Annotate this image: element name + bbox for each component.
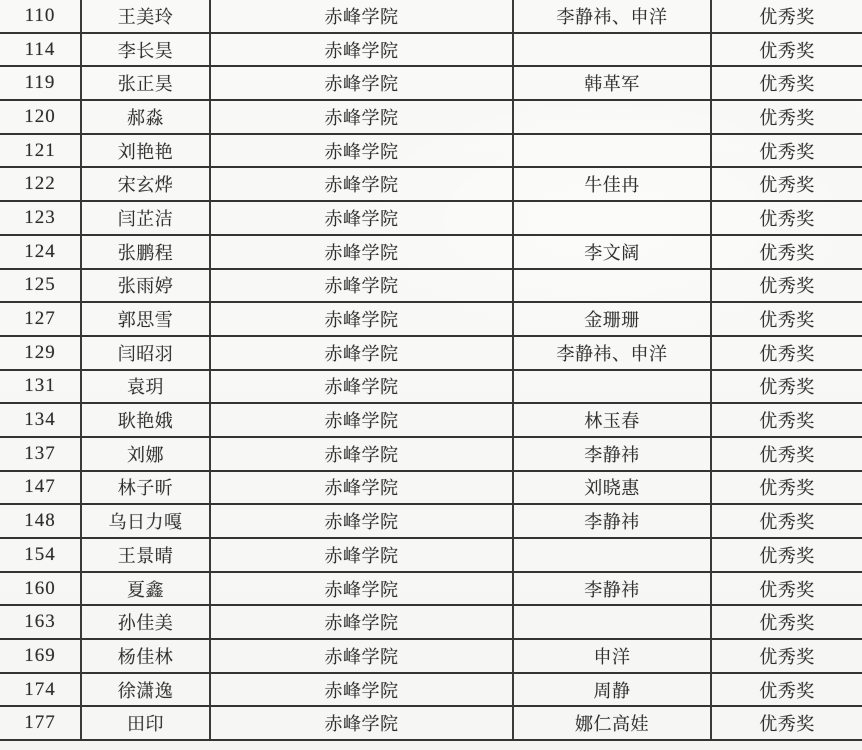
award-cell: 优秀奖 (759, 680, 815, 701)
table-row (0, 606, 862, 640)
award-cell: 优秀奖 (759, 579, 815, 600)
serial-number-cell: 129 (0, 337, 82, 369)
award-cell: 优秀奖 (759, 512, 815, 533)
school-cell: 赤峰学院 (211, 0, 514, 32)
serial-number-cell: 134 (0, 404, 82, 436)
school-cell: 赤峰学院 (211, 640, 514, 672)
table-row (0, 472, 862, 506)
serial-number-cell: 121 (0, 135, 82, 167)
advisor-cell: 金珊珊 (514, 303, 712, 335)
serial-number-cell: 110 (0, 0, 82, 32)
student-name-cell: 孙佳美 (82, 606, 211, 638)
serial-number-cell: 131 (0, 371, 82, 403)
school-cell: 赤峰学院 (211, 472, 514, 504)
school-cell: 赤峰学院 (211, 202, 514, 234)
student-name-cell: 刘艳艳 (82, 135, 211, 167)
school-cell: 赤峰学院 (211, 236, 514, 268)
school-cell: 赤峰学院 (211, 34, 514, 66)
award-cell: 优秀奖 (759, 411, 815, 432)
advisor-cell (514, 371, 712, 403)
table-row (0, 101, 862, 135)
school-cell: 赤峰学院 (211, 101, 514, 133)
student-name-cell: 夏鑫 (82, 573, 211, 605)
student-name-cell: 郝淼 (82, 101, 211, 133)
advisor-cell: 李静祎、申洋 (514, 337, 712, 369)
advisor-cell (514, 135, 712, 167)
student-name-cell: 闫昭羽 (82, 337, 211, 369)
serial-number-cell: 148 (0, 505, 82, 537)
student-name-cell: 李长昊 (82, 34, 211, 66)
bottom-margin (0, 741, 862, 750)
school-cell: 赤峰学院 (211, 438, 514, 470)
table-row (0, 202, 862, 236)
serial-number-cell: 160 (0, 573, 82, 605)
advisor-cell: 李静祎 (514, 438, 712, 470)
table-row (0, 505, 862, 539)
table-row (0, 168, 862, 202)
student-name-cell: 田印 (82, 707, 211, 739)
award-cell: 优秀奖 (759, 714, 815, 735)
award-cell: 优秀奖 (759, 613, 815, 634)
school-cell: 赤峰学院 (211, 135, 514, 167)
advisor-cell: 李文阔 (514, 236, 712, 268)
award-cell: 优秀奖 (759, 646, 815, 667)
student-name-cell: 徐潇逸 (82, 674, 211, 706)
serial-number-cell: 114 (0, 34, 82, 66)
table-row (0, 404, 862, 438)
school-cell: 赤峰学院 (211, 371, 514, 403)
serial-number-cell: 127 (0, 303, 82, 335)
school-cell: 赤峰学院 (211, 168, 514, 200)
table-row (0, 438, 862, 472)
table-row (0, 674, 862, 708)
student-name-cell: 郭思雪 (82, 303, 211, 335)
serial-number-cell: 124 (0, 236, 82, 268)
advisor-cell: 刘晓惠 (514, 472, 712, 504)
table-row (0, 67, 862, 101)
school-cell: 赤峰学院 (211, 337, 514, 369)
advisor-cell (514, 539, 712, 571)
student-name-cell: 宋玄烨 (82, 168, 211, 200)
advisor-cell: 李静祎、申洋 (514, 0, 712, 32)
advisor-cell (514, 202, 712, 234)
award-cell: 优秀奖 (759, 107, 815, 128)
serial-number-cell: 123 (0, 202, 82, 234)
student-name-cell: 林子昕 (82, 472, 211, 504)
table-row (0, 337, 862, 371)
award-cell: 优秀奖 (759, 74, 815, 95)
student-name-cell: 张鹏程 (82, 236, 211, 268)
advisor-cell: 韩革军 (514, 67, 712, 99)
advisor-cell: 娜仁高娃 (514, 707, 712, 739)
student-name-cell: 耿艳娥 (82, 404, 211, 436)
table-row (0, 640, 862, 674)
award-cell: 优秀奖 (759, 343, 815, 364)
advisor-cell: 李静祎 (514, 573, 712, 605)
serial-number-cell: 125 (0, 270, 82, 302)
award-cell: 优秀奖 (759, 242, 815, 263)
advisor-cell (514, 270, 712, 302)
school-cell: 赤峰学院 (211, 573, 514, 605)
student-name-cell: 王景晴 (82, 539, 211, 571)
student-name-cell: 刘娜 (82, 438, 211, 470)
student-name-cell: 杨佳林 (82, 640, 211, 672)
award-cell: 优秀奖 (759, 478, 815, 499)
school-cell: 赤峰学院 (211, 606, 514, 638)
table-row (0, 34, 862, 68)
school-cell: 赤峰学院 (211, 505, 514, 537)
student-name-cell: 闫芷洁 (82, 202, 211, 234)
serial-number-cell: 169 (0, 640, 82, 672)
award-cell: 优秀奖 (759, 141, 815, 162)
advisor-cell: 牛佳冉 (514, 168, 712, 200)
award-cell: 优秀奖 (759, 545, 815, 566)
advisor-cell: 林玉春 (514, 404, 712, 436)
serial-number-cell: 154 (0, 539, 82, 571)
advisor-cell (514, 34, 712, 66)
advisor-cell: 李静祎 (514, 505, 712, 537)
award-cell: 优秀奖 (759, 6, 815, 27)
table-row (0, 236, 862, 270)
award-cell: 优秀奖 (759, 276, 815, 297)
student-name-cell: 王美玲 (82, 0, 211, 32)
school-cell: 赤峰学院 (211, 539, 514, 571)
table-row (0, 371, 862, 405)
table-row (0, 0, 862, 34)
student-name-cell: 张正昊 (82, 67, 211, 99)
school-cell: 赤峰学院 (211, 303, 514, 335)
student-name-cell: 袁玥 (82, 371, 211, 403)
award-cell: 优秀奖 (759, 208, 815, 229)
serial-number-cell: 120 (0, 101, 82, 133)
award-cell: 优秀奖 (759, 40, 815, 61)
table-row (0, 573, 862, 607)
serial-number-cell: 147 (0, 472, 82, 504)
school-cell: 赤峰学院 (211, 67, 514, 99)
serial-number-cell: 119 (0, 67, 82, 99)
award-cell: 优秀奖 (759, 377, 815, 398)
serial-number-cell: 177 (0, 707, 82, 739)
table-row (0, 539, 862, 573)
table-row (0, 270, 862, 304)
student-name-cell: 乌日力嘎 (82, 505, 211, 537)
table-row (0, 707, 862, 741)
table-row (0, 303, 862, 337)
student-name-cell: 张雨婷 (82, 270, 211, 302)
award-cell: 优秀奖 (759, 175, 815, 196)
serial-number-cell: 174 (0, 674, 82, 706)
school-cell: 赤峰学院 (211, 674, 514, 706)
serial-number-cell: 137 (0, 438, 82, 470)
advisor-cell (514, 606, 712, 638)
serial-number-cell: 163 (0, 606, 82, 638)
advisor-cell: 申洋 (514, 640, 712, 672)
award-cell: 优秀奖 (759, 444, 815, 465)
school-cell: 赤峰学院 (211, 707, 514, 739)
school-cell: 赤峰学院 (211, 404, 514, 436)
award-cell: 优秀奖 (759, 310, 815, 331)
advisor-cell: 周静 (514, 674, 712, 706)
school-cell: 赤峰学院 (211, 270, 514, 302)
table-row (0, 135, 862, 169)
serial-number-cell: 122 (0, 168, 82, 200)
advisor-cell (514, 101, 712, 133)
